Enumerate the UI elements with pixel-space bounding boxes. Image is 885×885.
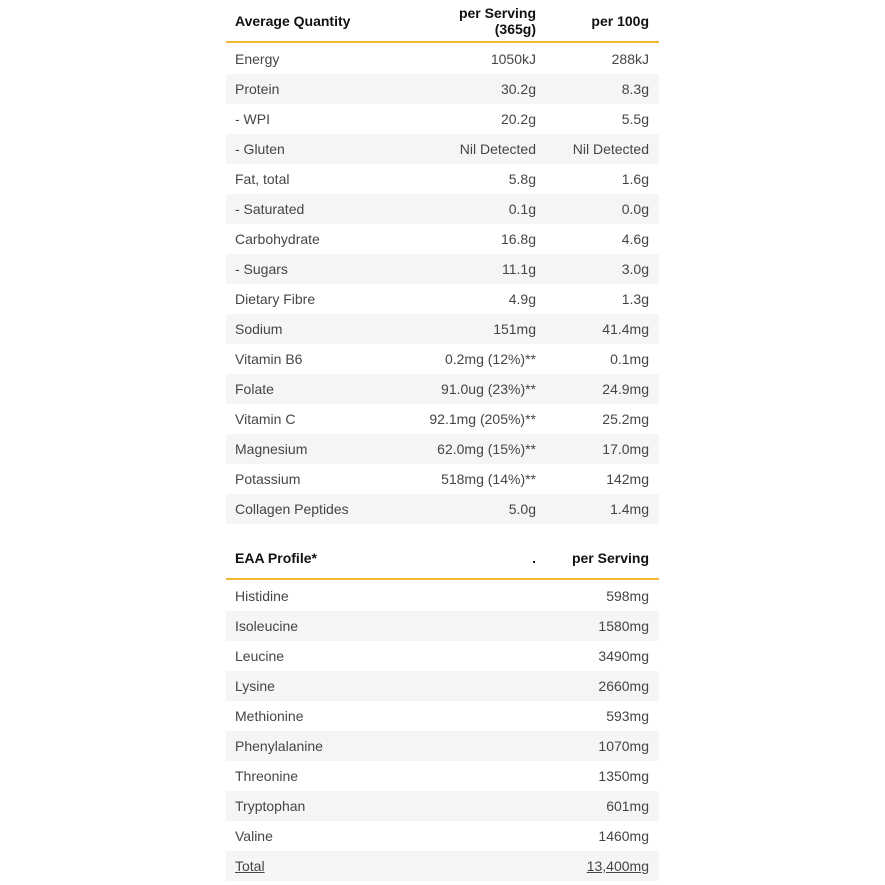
table-row — [226, 611, 659, 641]
amino-acid-name: Valine — [235, 828, 273, 844]
per-serving-value: Nil Detected — [459, 141, 536, 157]
per-100g-value: 1.6g — [621, 171, 649, 187]
table-row — [226, 404, 659, 434]
per-100g-value: 25.2mg — [602, 411, 649, 427]
eaa-rows — [226, 581, 659, 881]
per-100g-value: 0.0g — [621, 201, 649, 217]
table-row — [226, 314, 659, 344]
per-100g-value: 41.4mg — [602, 321, 649, 337]
table-row — [226, 254, 659, 284]
per-100g-value: 4.6g — [621, 231, 649, 247]
amino-acid-value: 593mg — [606, 708, 649, 724]
table-row — [226, 494, 659, 524]
table-row — [226, 344, 659, 374]
nutrient-name: - Gluten — [235, 141, 285, 157]
nutrient-name: Dietary Fibre — [235, 291, 316, 307]
per-serving-value: 91.0ug (23%)** — [441, 381, 536, 397]
table-row — [226, 104, 659, 134]
nutrient-name: Energy — [235, 51, 280, 67]
table-row — [226, 164, 659, 194]
table-row — [226, 224, 659, 254]
table-row — [226, 434, 659, 464]
amino-acid-name: Isoleucine — [235, 618, 299, 634]
table-row — [226, 44, 659, 74]
per-100g-value: 17.0mg — [602, 441, 649, 457]
table-row — [226, 671, 659, 701]
table-row — [226, 791, 659, 821]
nutrient-name: Vitamin B6 — [235, 351, 303, 367]
nutrition-rows — [226, 44, 659, 524]
eaa-table — [226, 537, 659, 881]
per-serving-value: 0.2mg (12%)** — [444, 351, 536, 367]
per-100g-value: 1.4mg — [610, 501, 649, 517]
per-serving-value: 0.1g — [508, 201, 536, 217]
per-serving-value: 16.8g — [500, 231, 536, 247]
per-100g-value: 8.3g — [621, 81, 649, 97]
per-serving-value: 62.0mg (15%)** — [437, 441, 536, 457]
amino-acid-value: 1350mg — [598, 768, 649, 784]
table-row — [226, 74, 659, 104]
total-label-cell — [226, 858, 425, 874]
per-serving-value: 4.9g — [508, 291, 536, 307]
nutrient-name: Potassium — [235, 471, 301, 487]
amino-acid-value: 601mg — [606, 798, 649, 814]
table-row — [226, 821, 659, 851]
total-row — [226, 851, 659, 881]
header-eaa-profile: EAA Profile* — [235, 549, 317, 566]
nutrient-name: - Sugars — [235, 261, 288, 277]
nutrient-name: - WPI — [235, 111, 270, 127]
header-per-serving: per Serving (365g) — [458, 4, 536, 37]
per-serving-value: 11.1g — [502, 261, 536, 277]
amino-acid-value: 2660mg — [598, 678, 649, 694]
nutrition-table-header — [226, 0, 659, 43]
header-per-serving: per Serving — [571, 549, 649, 566]
total-value-cell — [536, 858, 649, 874]
table-row — [226, 134, 659, 164]
per-serving-value: 151mg — [493, 321, 536, 337]
table-row — [226, 581, 659, 611]
per-serving-value: 92.1mg (205%)** — [429, 411, 536, 427]
per-serving-value: 20.2g — [500, 111, 536, 127]
per-serving-value: 5.0g — [508, 501, 536, 517]
table-row — [226, 701, 659, 731]
table-row — [226, 374, 659, 404]
per-100g-value: 5.5g — [621, 111, 649, 127]
per-100g-value: 0.1mg — [610, 351, 649, 367]
nutrient-name: Fat, total — [235, 171, 290, 187]
amino-acid-name: Lysine — [235, 678, 275, 694]
amino-acid-name: Methionine — [235, 708, 304, 724]
per-100g-value: Nil Detected — [572, 141, 649, 157]
table-row — [226, 761, 659, 791]
nutrient-name: Vitamin C — [235, 411, 296, 427]
per-100g-value: 24.9mg — [602, 381, 649, 397]
table-row — [226, 641, 659, 671]
nutrient-name: Collagen Peptides — [235, 501, 349, 517]
per-serving-value: 1050kJ — [490, 51, 536, 67]
eaa-table-header — [226, 537, 659, 580]
nutrient-name: Folate — [235, 381, 274, 397]
amino-acid-value: 1070mg — [598, 738, 649, 754]
amino-acid-name: Phenylalanine — [235, 738, 323, 754]
nutrient-name: Sodium — [235, 321, 283, 337]
table-row — [226, 284, 659, 314]
amino-acid-value: 1580mg — [598, 618, 649, 634]
per-100g-value: 1.3g — [621, 291, 649, 307]
total-value: 13,400mg — [586, 858, 649, 874]
amino-acid-value: 598mg — [606, 588, 649, 604]
nutrient-name: - Saturated — [235, 201, 305, 217]
amino-acid-name: Tryptophan — [235, 798, 306, 814]
nutrient-name: Magnesium — [235, 441, 308, 457]
nutrition-table — [226, 0, 659, 524]
amino-acid-name: Histidine — [235, 588, 289, 604]
per-serving-value: 5.8g — [508, 171, 536, 187]
amino-acid-value: 1460mg — [598, 828, 649, 844]
header-placeholder: . — [532, 549, 536, 566]
amino-acid-name: Threonine — [235, 768, 299, 784]
table-row — [226, 731, 659, 761]
amino-acid-value: 3490mg — [598, 648, 649, 664]
nutrient-name: Protein — [235, 81, 280, 97]
per-100g-value: 288kJ — [611, 51, 649, 67]
per-100g-value: 3.0g — [621, 261, 649, 277]
per-serving-value: 30.2g — [500, 81, 536, 97]
header-average-quantity: Average Quantity — [235, 12, 351, 29]
per-100g-value: 142mg — [606, 471, 649, 487]
header-per-100g: per 100g — [591, 12, 649, 29]
amino-acid-name: Leucine — [235, 648, 285, 664]
total-label: Total — [235, 858, 265, 874]
table-row — [226, 464, 659, 494]
per-serving-value: 518mg (14%)** — [441, 471, 536, 487]
nutrient-name: Carbohydrate — [235, 231, 320, 247]
table-row — [226, 194, 659, 224]
